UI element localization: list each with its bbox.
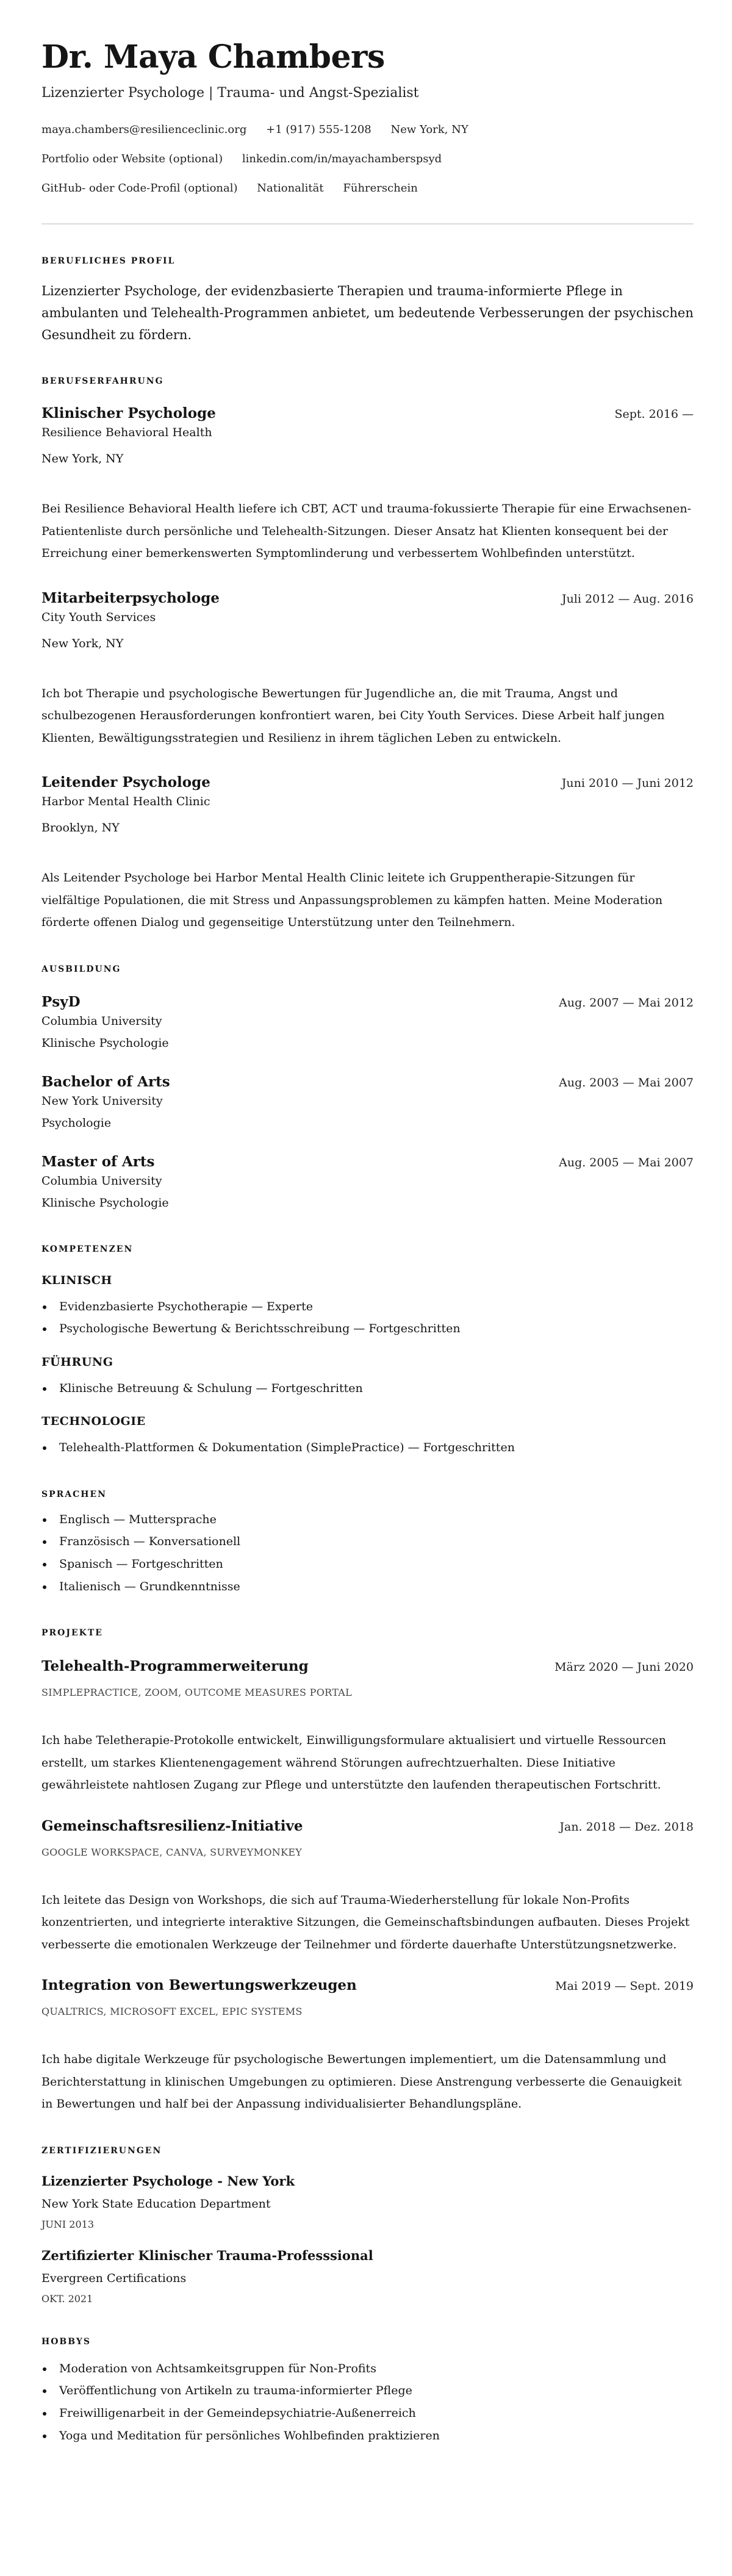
skill-item: Evidenzbasierte Psychotherapie — Experte [41,1296,694,1318]
project-description: Ich leitete das Design von Workshops, die sich auf Trauma-Wiederherstellung für lokale Non-Profits konzentrierten, und integrierte interaktive Sitzungen, die Gemeinschaftsbindungen aufbauten. Dieses Projekt verbesserte die emotionalen Werkzeuge der Teilnehmer und förderte dauerhafte Unterstützungsnetzwerke. [41,1893,690,1951]
job-title: Leitender Psychologe [41,774,210,791]
project-tech: QUALTRICS, MICROSOFT EXCEL, EPIC SYSTEMS [41,2006,303,2018]
skill-list [41,1296,694,1340]
employer: City Youth Services [41,610,156,624]
hobby-item: Freiwilligenarbeit in der Gemeindepsychiatrie-Außenerreich [41,2402,694,2425]
candidate-headline: Lizenzierter Psychologe | Trauma- und Angst-Spezialist [41,85,419,101]
education-entry [41,1073,694,1134]
job-dates: Juli 2012 — Aug. 2016 [561,592,694,606]
language-item: Französisch — Konversationell [41,1530,694,1553]
hobby-list [41,2358,694,2447]
language-item: Italienisch — Grundkenntnisse [41,1576,694,1598]
degree: Bachelor of Arts [41,1073,170,1090]
education-dates: Aug. 2005 — Mai 2007 [559,1155,694,1169]
section-heading: SPRACHEN [41,1489,107,1499]
language-item: Englisch — Muttersprache [41,1509,694,1531]
section-heading: KOMPETENZEN [41,1244,134,1254]
experience-entry [41,404,694,565]
project-tech: GOOGLE WORKSPACE, CANVA, SURVEYMONKEY [41,1846,303,1858]
education-dates: Aug. 2007 — Mai 2012 [559,996,694,1010]
certification-issuer: Evergreen Certifications [41,2271,187,2285]
certification-entry [41,2247,694,2306]
certification-entry [41,2172,694,2232]
field-of-study: Klinische Psychologie [41,1036,169,1050]
section-heading: BERUFSERFAHRUNG [41,376,164,386]
header-divider [41,223,694,224]
skill-list [41,1377,694,1400]
certification-issuer: New York State Education Department [41,2197,271,2211]
language-item: Spanisch — Fortgeschritten [41,1553,694,1576]
hobby-item: Veröffentlichung von Artikeln zu trauma-informierter Pflege [41,2380,694,2402]
skill-item: Telehealth-Plattformen & Dokumentation (SimplePractice) — Fortgeschritten [41,1437,694,1459]
profile-summary: Lizenzierter Psychologe, der evidenzbasierte Therapien und trauma-informierte Pflege in ambulanten und Telehealth-Programmen anbietet, um bedeutende Verbesserungen der psychischen Gesundheit zu fördern. [41,284,694,342]
projects-section [41,1627,694,2115]
contact-row [41,174,694,203]
skills-section [41,1243,694,1459]
job-location: New York, NY [41,636,124,650]
certification-title: Lizenzierter Psychologe - New York [41,2173,295,2189]
skill-item: Klinische Betreuung & Schulung — Fortgeschritten [41,1377,694,1400]
job-location: New York, NY [41,452,124,465]
job-description: Als Leitender Psychologe bei Harbor Mental Health Clinic leitete ich Gruppentherapie-Sitzungen für vielfältige Populationen, die mit Stress und Anpassungsproblemen zu kämpfen hatten. Meine Moderation förderte offenen Dialog und gegenseitige Unterstützung unter den Teilnehmern. [41,871,663,929]
contact-row [41,145,694,174]
school: Columbia University [41,1174,162,1188]
project-entry [41,1657,694,1796]
hobby-item: Moderation von Achtsamkeitsgruppen für Non-Profits [41,2358,694,2380]
job-dates: Sept. 2016 — [614,407,694,421]
github-link[interactable]: GitHub- oder Code-Profil (optional) [41,182,238,195]
job-title: Mitarbeiterpsychologe [41,589,220,606]
certification-date: JUNI 2013 [41,2218,95,2230]
employer: Harbor Mental Health Clinic [41,795,210,808]
employer: Resilience Behavioral Health [41,426,212,439]
portfolio-link[interactable]: Portfolio oder Website (optional) [41,152,223,165]
project-entry [41,1976,694,2115]
linkedin-link[interactable]: linkedin.com/in/mayachamberspsyd [242,152,442,165]
hobby-item: Yoga und Meditation für persönliches Wohlbefinden praktizieren [41,2425,694,2447]
project-entry [41,1817,694,1956]
degree: PsyD [41,993,81,1010]
education-section [41,963,694,1214]
skill-list [41,1437,694,1459]
project-description: Ich habe digitale Werkzeuge für psychologische Bewertungen implementiert, um die Datensammlung und Berichterstattung in klinischen Umgebungen zu optimieren. Diese Anstrengung verbesserte die Genauigkeit in Bewertungen und half bei der Anpassung individualisierter Behandlungspläne. [41,2053,682,2111]
hobbies-section [41,2336,694,2447]
certification-date: OKT. 2021 [41,2292,93,2305]
contact-row [41,115,694,145]
drivers-license: Führerschein [343,182,418,195]
skill-item: Psychologische Bewertung & Berichtsschreibung — Fortgeschritten [41,1318,694,1340]
school: New York University [41,1094,163,1108]
experience-entry [41,589,694,750]
section-heading: HOBBYS [41,2336,91,2347]
section-heading: AUSBILDUNG [41,964,121,974]
experience-section [41,375,694,934]
project-dates: Mai 2019 — Sept. 2019 [555,1979,694,1993]
project-description: Ich habe Teletherapie-Protokolle entwickelt, Einwilligungsformulare aktualisiert und virtuelle Ressourcen erstellt, um starkes Klientenengagement während Störungen aufrechtzuerhalten. Diese Initiative gewährleistete nahtlosen Zugang zur Pflege und unterstützte den laufenden therapeutischen Fortschritt. [41,1734,666,1792]
skill-group-heading: TECHNOLOGIE [41,1415,146,1429]
nationality: Nationalität [257,182,324,195]
field-of-study: Psychologie [41,1116,112,1130]
language-list [41,1509,694,1598]
resume-header [41,39,694,203]
project-tech: SIMPLEPRACTICE, ZOOM, OUTCOME MEASURES PORTAL [41,1687,353,1699]
email-link[interactable]: maya.chambers@resilienceclinic.org [41,123,247,136]
languages-section [41,1488,694,1598]
skill-group-heading: KLINISCH [41,1273,112,1287]
section-heading: PROJEKTE [41,1628,103,1638]
profile-section [41,255,694,346]
skill-group-heading: FÜHRUNG [41,1355,113,1369]
project-dates: März 2020 — Juni 2020 [554,1660,694,1674]
section-heading: ZERTIFIZIERUNGEN [41,2145,162,2156]
degree: Master of Arts [41,1153,155,1170]
project-title: Telehealth-Programmerweiterung [41,1658,309,1675]
job-dates: Juni 2010 — Juni 2012 [561,777,694,790]
job-description: Bei Resilience Behavioral Health liefere ich CBT, ACT und trauma-fokussierte Therapie für eine Erwachsenen-Patientenliste durch persönliche und Telehealth-Sitzungen. Dieser Ansatz hat Klienten konsequent bei der Erreichung einer bemerkenswerten Symptomlinderung und verbessertem Wohlbefinden unterstützt. [41,502,692,560]
job-location: Brooklyn, NY [41,821,120,834]
location: New York, NY [390,123,468,136]
school: Columbia University [41,1014,162,1028]
experience-entry [41,773,694,934]
section-heading: BERUFLICHES PROFIL [41,256,176,266]
project-title: Gemeinschaftsresilienz-Initiative [41,1817,303,1834]
education-entry [41,993,694,1054]
job-title: Klinischer Psychologe [41,405,216,422]
contact-info [41,115,694,203]
candidate-name: Dr. Maya Chambers [41,38,385,76]
project-dates: Jan. 2018 — Dez. 2018 [559,1820,694,1834]
education-entry [41,1153,694,1214]
phone-number[interactable]: +1 (917) 555-1208 [266,123,371,136]
certification-title: Zertifizierter Klinischer Trauma-Professsional [41,2247,373,2263]
job-description: Ich bot Therapie und psychologische Bewertungen für Jugendliche an, die mit Trauma, Angst und schulbezogenen Herausforderungen konfrontiert waren, bei City Youth Services. Diese Arbeit half jungen Klienten, Bewältigungsstrategien und Resilienz in ihrem täglichen Leben zu entwickeln. [41,686,665,745]
education-dates: Aug. 2003 — Mai 2007 [559,1075,694,1089]
field-of-study: Klinische Psychologie [41,1196,169,1210]
project-title: Integration von Bewertungswerkzeugen [41,1977,357,1994]
certifications-section [41,2145,694,2306]
